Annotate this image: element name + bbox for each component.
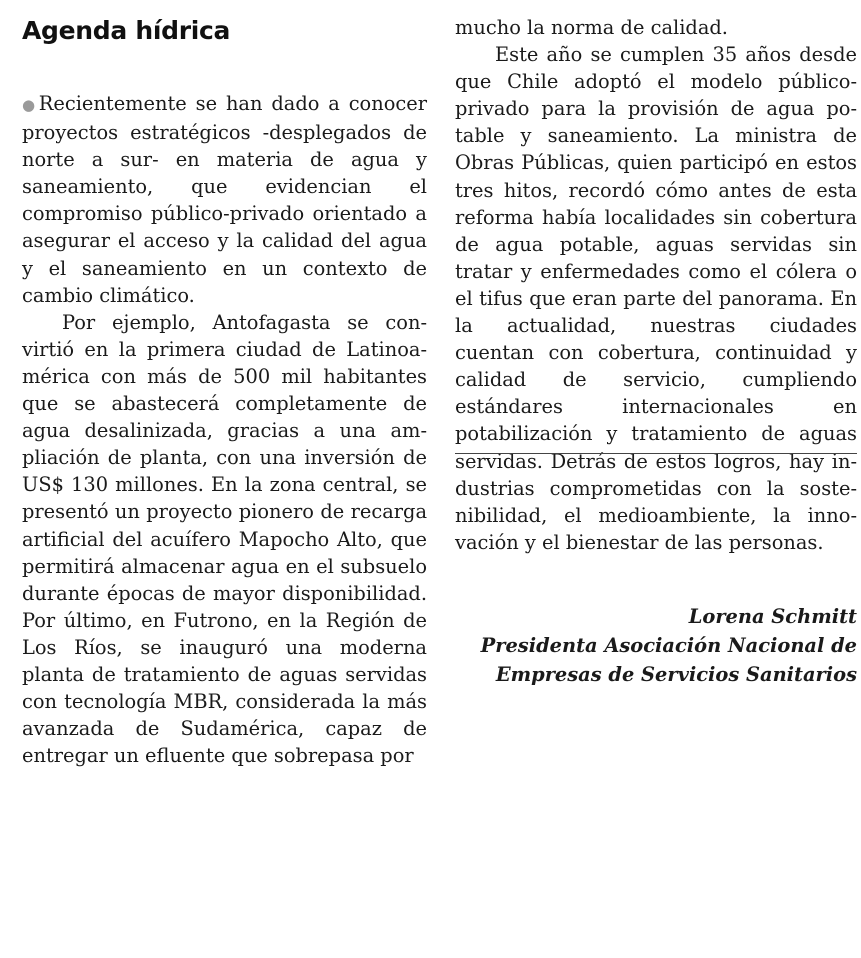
paragraph-2: Por ejemplo, Antofagasta se convirtió en la primera ciudad de Latinoamérica con más de 500 mil habitantes que se abastecerá completamente de agua desalinizada, gracias a una ampliación de planta, con una inversión de US$ 130 millones. En la zona central, se presentó un proyecto pionero de recarga artificial del acuífero Mapocho Alto, que permitirá almacenar agua en el subsuelo durante épocas de mayor disponibilidad. Por último, en Futrono, en la Región de Los Ríos, se inauguró una moderna planta de tratamiento de aguas servidas con tecnología MBR, considerada la más avanzada de Sudamérica, capaz de entregar un efluente que sobrepasa por xyxy=(22,310,427,768)
left-column xyxy=(22,14,427,769)
closing-divider xyxy=(455,453,857,454)
signature-block xyxy=(455,602,857,689)
article-headline: Agenda hídrica xyxy=(22,16,231,45)
paragraph-1-text: Recientemente se han dado a conocer proyectos estratégicos -desplegados de norte a sur- en materia de agua y saneamiento, que evidencian el compromiso público-privado orientado a asegurar el acceso y la calidad del agua y el saneamiento en un contexto de cambio climático. xyxy=(22,92,427,307)
signature-name: Lorena Schmitt xyxy=(688,604,857,628)
paragraph-2-continued: mucho la norma de calidad. xyxy=(455,16,728,39)
signature-title-line-2: Empresas de Servicios Sanitarios xyxy=(495,662,857,686)
paragraph-1 xyxy=(22,90,427,309)
paragraph-3: Este año se cumplen 35 años desde que Chile adoptó el modelo público-privado para la provisión de agua potable y saneamiento. La ministra de Obras Públicas, quien participó en estos tres hitos, recordó cómo antes de esta reforma había localidades sin cobertura de agua potable, aguas servidas sin tratar y enfermedades como el cólera o el tifus que eran parte del panorama. En la actualidad, nuestras ciudades cuentan con cobertura, continuidad y calidad de servicio, cumpliendo estándares internacionales en potabilización y tratamiento de aguas servidas. Detrás de estos logros, hay industrias comprometidas con la sostenibilidad, el medioambiente, la innovación y el bienestar de las personas. xyxy=(455,43,857,554)
signature-title-line-1: Presidenta Asociación Nacional de xyxy=(480,633,857,657)
bullet-dot-icon: ● xyxy=(22,96,38,114)
right-column xyxy=(455,14,857,689)
